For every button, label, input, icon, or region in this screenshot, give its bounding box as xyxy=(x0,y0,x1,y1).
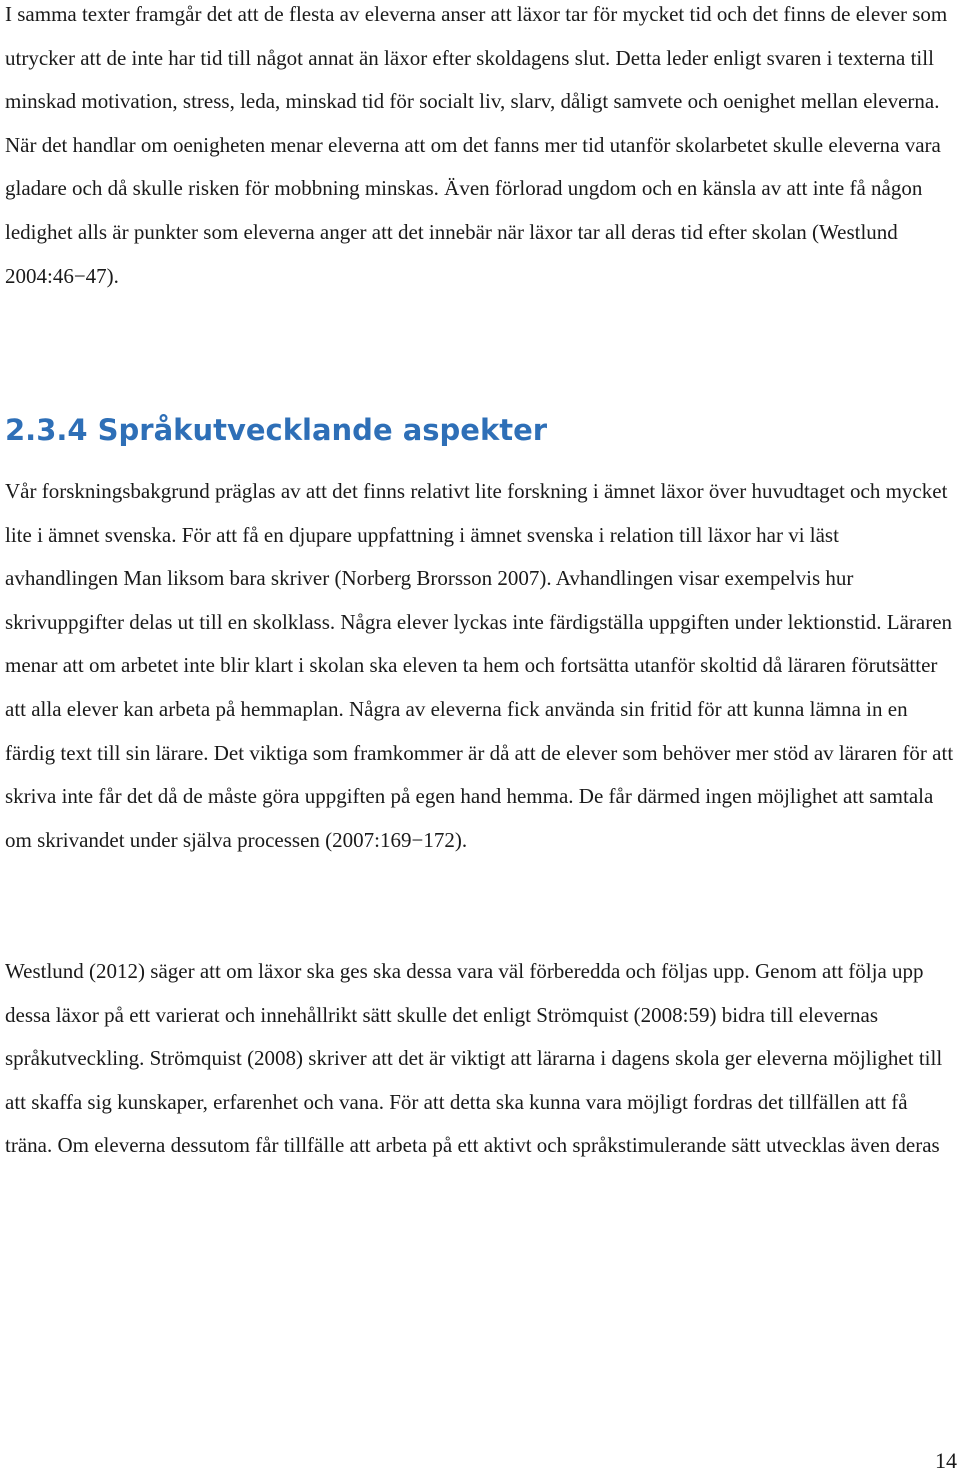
page-number: 14 xyxy=(935,1448,957,1473)
paragraph-westlund: Westlund (2012) säger att om läxor ska ges ska dessa vara väl förberedda och följas upp. Genom att följa upp dessa läxor på ett varierat och innehållrikt sätt skulle det enligt Strömquist (2008:59) bidra till elevernas språkutveckling. Strömquist (2008) skriver att det är viktigt att lärarna i dagens skola ger eleverna möjlighet till att skaffa sig kunskaper, erfarenhet och vana. För att detta ska kunna vara möjligt fordras det tillfällen att få träna. Om eleverna dessutom får tillfälle att arbeta på ett aktivt och språkstimulerande sätt utvecklas även deras xyxy=(5,959,943,1158)
section-heading: 2.3.4 Språkutvecklande aspekter xyxy=(5,413,548,447)
paragraph-homework-time: I samma texter framgår det att de flesta av eleverna anser att läxor tar för mycket tid och det finns de elever som utrycker att de inte har tid till något annat än läxor efter skoldagens slut. Detta leder enligt svaren i texterna till minskad motivation, stress, leda, minskad tid för socialt liv, slarv, dåligt samvete och oenighet mellan eleverna. När det handlar om oenigheten menar eleverna att om det fanns mer tid utanför skolarbetet skulle eleverna vara gladare och då skulle risken för mobbning minskas. Även förlorad ungdom och en känsla av att inte få någon ledighet alls är punkter som eleverna anger att det innebär när läxor tar all deras tid efter skolan (Westlund 2004:46−47). xyxy=(5,2,948,288)
paragraph-research-background: Vår forskningsbakgrund präglas av att det finns relativt lite forskning i ämnet läxor över huvudtaget och mycket lite i ämnet svenska. För att få en djupare uppfattning i ämnet svenska i relation till läxor har vi läst avhandlingen Man liksom bara skriver (Norberg Brorsson 2007). Avhandlingen visar exempelvis hur skrivuppgifter delas ut till en skolklass. Några elever lyckas inte färdigställa uppgiften under lektionstid. Läraren menar att om arbetet inte blir klart i skolan ska eleven ta hem och fortsätta utanför skoltid då läraren förutsätter att alla elever kan arbeta på hemmaplan. Några av eleverna fick använda sin fritid för att kunna lämna in en färdig text till sin lärare. Det viktiga som framkommer är då att de elever som behöver mer stöd av läraren för att skriva inte får det då de måste göra uppgiften på egen hand hemma. De får därmed ingen möjlighet att samtala om skrivandet under själva processen (2007:169−172). xyxy=(5,479,954,852)
